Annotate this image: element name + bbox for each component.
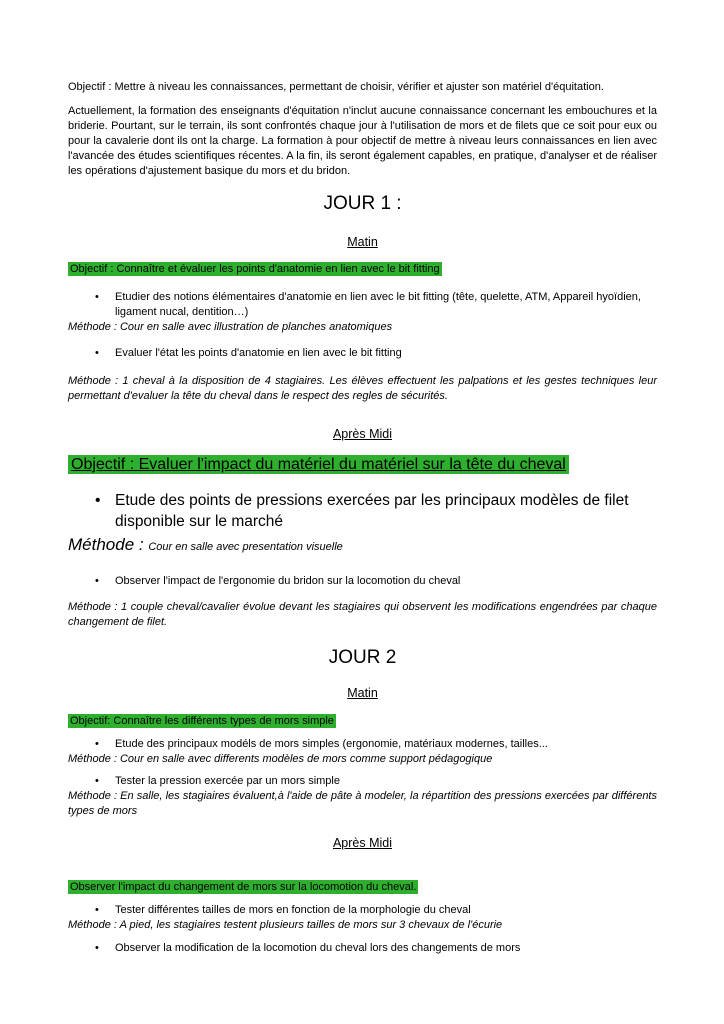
method-text: Cour en salle avec presentation visuelle	[148, 541, 343, 553]
jour2-apresmidi-method-1: Méthode : A pied, les stagiaires testent plusieurs tailles de mors sur 3 chevaux de l'écurie	[68, 919, 503, 931]
bullet-text: Etude des principaux modéls de mors simples (ergonomie, matériaux modernes, tailles...	[115, 738, 548, 750]
bullet-icon: •	[95, 347, 99, 359]
jour2-apresmidi-heading: Après Midi	[332, 836, 393, 850]
jour2-matin-bullet-2	[68, 774, 657, 789]
jour1-heading: JOUR 1 :	[323, 193, 402, 214]
jour1-matin-objective-highlight: Objectif : Connaître et évaluer les points d'anatomie en lien avec le bit fitting	[70, 263, 440, 275]
jour1-matin-objective-line	[68, 262, 657, 277]
intro-context-paragraph: Actuellement, la formation des enseignants d'équitation n'inclut aucune connaissance concernant les embouchures et la briderie. Pourtant, sur le terrain, ils sont confrontés chaque jour à l'utilisation de mors et de filets que ce soit pour eux ou pour la cavalerie dont ils ont la charge. La formation à pour objectif de mettre à niveau leurs connaissances en lien avec l'avancée des études scientifiques récentes. A la fin, ils seront également capables, en pratique, d'analyser et de réaliser les opérations d'ajustement basique du mors et du bridon.	[68, 105, 657, 177]
bullet-text: Etude des points de pressions exercées par les principaux modèles de filet disponible sur le marché	[115, 492, 629, 530]
bullet-icon: •	[95, 904, 99, 916]
bullet-text: Observer la modification de la locomotion du cheval lors des changements de mors	[115, 942, 521, 954]
bullet-text: Evaluer l'état les points d'anatomie en lien avec le bit fitting	[115, 347, 402, 359]
jour2-matin-method-2: Méthode : En salle, les stagiaires évaluent,à l'aide de pâte à modeler, la répartition des pressions exercées par différents types de mors	[68, 790, 657, 817]
jour2-matin-method-1: Méthode : Cour en salle avec differents modèles de mors comme support pédagogique	[68, 753, 493, 765]
jour1-matin-method-1: Méthode : Cour en salle avec illustration de planches anatomiques	[68, 321, 393, 333]
bullet-icon: •	[95, 775, 99, 787]
bullet-icon: •	[95, 942, 99, 954]
jour1-apresmidi-objective-line	[68, 454, 657, 475]
bullet-icon: •	[95, 291, 99, 303]
jour2-heading: JOUR 2	[328, 647, 397, 668]
jour2-apresmidi-objective-line	[68, 880, 657, 895]
bullet-text: Observer l'impact de l'ergonomie du bridon sur la locomotion du cheval	[115, 575, 461, 587]
jour1-apresmidi-method-2: Méthode : 1 couple cheval/cavalier évolue devant les stagiaires qui observent les modifications engendrées par chaque changement de filet.	[68, 601, 657, 628]
method-label: Méthode :	[68, 535, 149, 554]
jour2-matin-heading: Matin	[347, 686, 378, 700]
jour2-apresmidi-bullet-2	[68, 941, 657, 956]
intro-objective-paragraph: Objectif : Mettre à niveau les connaissances, permettant de choisir, vérifier et ajuster son matériel d'équitation.	[68, 81, 604, 93]
bullet-icon: •	[95, 492, 101, 509]
jour1-apresmidi-bullet-1	[68, 490, 657, 532]
bullet-text: Tester différentes tailles de mors en fonction de la morphologie du cheval	[115, 904, 471, 916]
bullet-text: Tester la pression exercée par un mors simple	[115, 775, 340, 787]
jour1-matin-bullet-1	[68, 290, 657, 320]
jour1-apresmidi-heading: Après Midi	[332, 427, 393, 441]
jour2-apresmidi-bullet-1	[68, 903, 657, 918]
jour1-matin-method-2: Méthode : 1 cheval à la disposition de 4 stagiaires. Les élèves effectuent les palpations et les gestes techniques leur permettant d'evaluer la tête du cheval dans le respect des regles de sécurités.	[68, 375, 657, 402]
bullet-icon: •	[95, 575, 99, 587]
jour1-apresmidi-method-1	[68, 535, 657, 557]
jour1-apresmidi-objective-highlight: Objectif : Evaluer l'impact du matériel du matériel sur la tête du cheval	[68, 455, 569, 474]
jour1-matin-heading: Matin	[347, 235, 378, 249]
jour2-apresmidi-objective-highlight: Observer l'impact du changement de mors sur la locomotion du cheval.	[70, 881, 417, 893]
jour1-apresmidi-bullet-2	[68, 574, 657, 589]
bullet-icon: •	[95, 738, 99, 750]
jour2-matin-objective-line	[68, 714, 657, 729]
bullet-text: Etudier des notions élémentaires d'anatomie en lien avec le bit fitting (tête, quelette, ATM, Appareil hyoïdien, ligament nucal, dentition…)	[115, 291, 641, 318]
jour2-matin-bullet-1	[68, 737, 657, 752]
jour2-matin-objective-highlight: Objectif: Connaître les différents types de mors simple	[70, 715, 334, 727]
jour1-matin-bullet-2	[68, 346, 657, 361]
